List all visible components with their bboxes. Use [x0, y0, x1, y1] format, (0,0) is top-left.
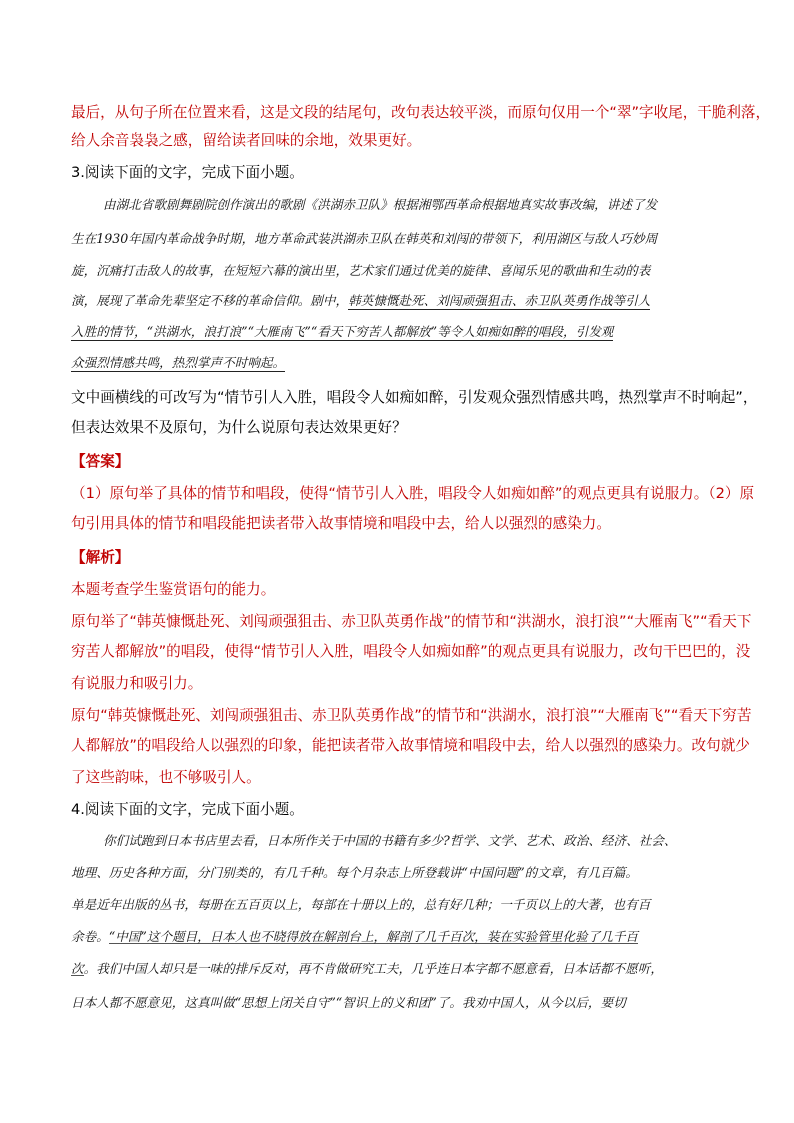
q4-passage-line-5-plain: 。我们中国人却只是一味的排斥反对，再不肯做研究工夫，几乎连日本字都不愿意看，日本话都不愿听， [83, 961, 663, 976]
q3-passage-line-4-plain: 演，展现了革命先辈坚定不移的革命信仰。剧中， [71, 293, 349, 308]
answer-line-1: （1）原句举了具体的情节和唱段，使得“情节引人入胜，唱段令人如痴如醉”的观点更具有说服力。（2）原 [71, 485, 755, 502]
q4-passage-line-5 [71, 960, 663, 978]
q3-passage-line-6 [71, 354, 285, 372]
q3-underlined-part-2: 入胜的情节，“洪湖水，浪打浪”“大雁南飞”“看天下穷苦人都解放”等令人如痴如醉的唱段，引发观 [71, 324, 614, 339]
q3-question-line-2: 但表达效果不及原句，为什么说原句表达效果更好？ [71, 419, 407, 436]
q3-passage-line-4 [71, 292, 650, 310]
answer-label: 【答案】 [71, 453, 130, 470]
q4-passage-line-4 [71, 928, 638, 946]
analysis-line-1: 本题考查学生鉴赏语句的能力。 [71, 581, 276, 598]
analysis-line-2: 原句举了“韩英慷慨赴死、刘闯顽强狙击、赤卫队英勇作战”的情节和“洪湖水，浪打浪”“大雁南飞”“看天下 [71, 613, 752, 630]
q3-passage-line-1: 由湖北省歌剧舞剧院创作演出的歌剧《洪湖赤卫队》根据湘鄂西革命根据地真实故事改编，讲述了发 [103, 197, 658, 212]
analysis-line-7: 了这些韵味，也不够吸引人。 [71, 769, 261, 786]
analysis-line-3: 穷苦人都解放”的唱段，使得“情节引人入胜，唱段令人如痴如醉”的观点更具有说服力，改句干巴巴的，没 [71, 643, 751, 660]
analysis-line-6: 人都解放”的唱段给人以强烈的印象，能把读者带入故事情境和唱段中去，给人以强烈的感染力。改句就少 [71, 737, 750, 754]
q4-heading: 4.阅读下面的文字，完成下面小题。 [71, 801, 304, 818]
q4-passage-line-3: 单是近年出版的丛书，每册在五百页以上，每部在十册以上的，总有好几种；一千页以上的大著，也有百 [71, 897, 651, 912]
q4-passage-line-2: 地理、历史各种方面，分门别类的，有几千种。每个月杂志上所登载讲“中国问题”的文章，有几百篇。 [71, 865, 639, 880]
prev-explanation-line-2: 给人余音袅袅之感，留给读者回味的余地，效果更好。 [71, 132, 422, 149]
q4-wavy-underline-2: 次 [71, 961, 84, 976]
q4-passage-line-6: 日本人都不愿意见，这真叫做“思想上闭关自守”“智识上的义和团”了。我劝中国人，从今以后，要切 [71, 995, 626, 1010]
q3-question-line-1: 文中画横线的可改写为“情节引人入胜，唱段令人如痴如醉，引发观众强烈情感共鸣，热烈掌声不时响起”， [71, 389, 758, 406]
answer-line-2: 句引用具体的情节和唱段能把读者带入故事情境和唱段中去，给人以强烈的感染力。 [71, 515, 611, 532]
q3-underlined-part-3: 众强烈情感共鸣，热烈掌声不时响起。 [71, 355, 286, 370]
analysis-line-5: 原句“韩英慷慨赴死、刘闯顽强狙击、赤卫队英勇作战”的情节和“洪湖水，浪打浪”“大雁南飞”“看天下穷苦 [71, 707, 752, 724]
q3-heading: 3.阅读下面的文字，完成下面小题。 [71, 164, 304, 181]
analysis-label: 【解析】 [71, 549, 130, 566]
q4-passage-line-1: 你们试跑到日本书店里去看，日本所作关于中国的书籍有多少?哲学、文学、艺术、政治、经济、社会、 [103, 833, 677, 848]
q3-passage-line-3: 旋，沉痛打击敌人的故事，在短短六幕的演出里，艺术家们通过优美的旋律、喜闻乐见的歌曲和生动的表 [71, 263, 651, 278]
q3-passage-line-2: 生在1930年国内革命战争时期，地方革命武装洪湖赤卫队在韩英和刘闯的带领下，利用湖区与敌人巧妙周 [71, 231, 658, 246]
q4-wavy-underline-1: “中国”这个题目，日本人也不晓得放在解剖台上，解剖了几千百次，装在实验管里化验了几千百 [108, 929, 639, 944]
q3-passage-line-5 [71, 323, 613, 341]
q3-underlined-part-1: 韩英慷慨赴死、刘闯顽强狙击、赤卫队英勇作战等引人 [348, 293, 651, 308]
analysis-line-4: 有说服力和吸引力。 [71, 675, 203, 692]
prev-explanation-line-1: 最后，从句子所在位置来看，这是文段的结尾句，改句表达较平淡，而原句仅用一个“翠”字收尾，干脆利落， [71, 104, 771, 121]
q4-passage-line-4-plain: 余卷。 [71, 929, 109, 944]
